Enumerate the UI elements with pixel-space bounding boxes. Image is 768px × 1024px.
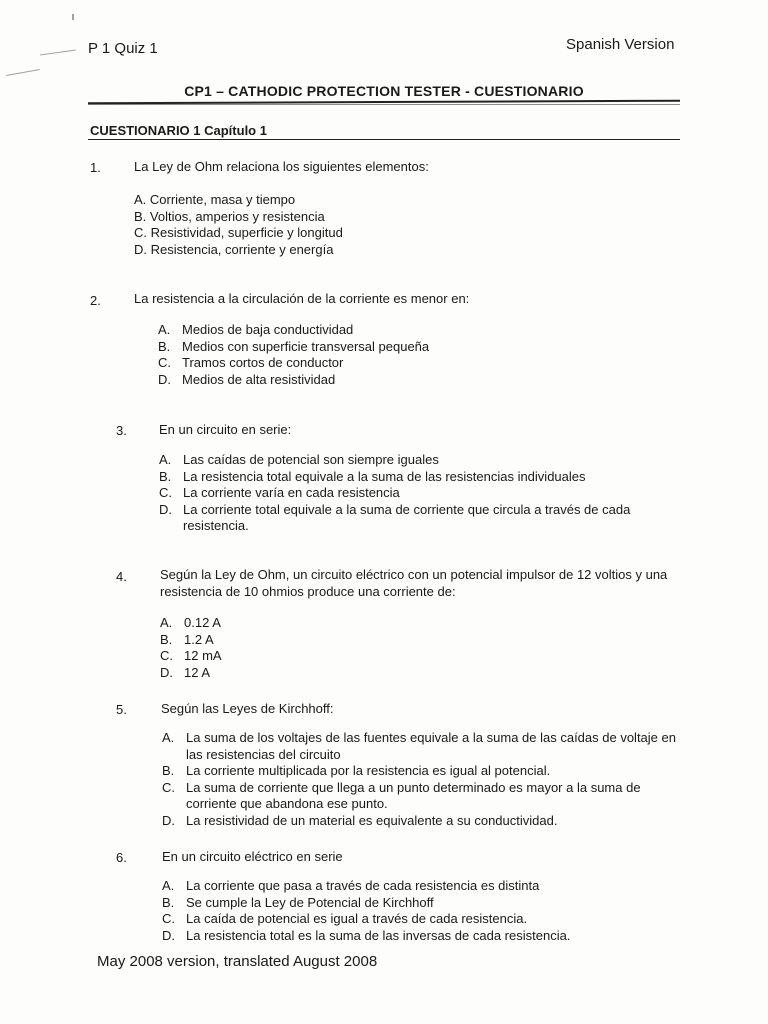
option-letter: B.: [160, 631, 173, 647]
option-letter: C.: [160, 648, 173, 663]
option-text: 12 A: [184, 664, 211, 680]
question-number: 6.: [116, 850, 127, 865]
question-text: La Ley de Ohm relaciona los siguientes elementos:: [134, 159, 429, 174]
option-text: La suma de los voltajes de las fuentes equivale a la suma de las caídas de voltaje en las resistencias del circuito: [186, 730, 676, 762]
option-text: La corriente que pasa a través de cada resistencia es distinta: [186, 878, 540, 893]
option-item: [158, 372, 658, 389]
question-options: [159, 452, 669, 535]
option-text: La caída de potencial es igual a través de cada resistencia.: [186, 911, 528, 926]
question-options: [162, 730, 682, 829]
option-letter: D.: [159, 501, 172, 517]
option-text: Medios con superficie transversal pequeña: [182, 338, 430, 354]
option-letter: B.: [159, 468, 172, 484]
option-text: La resistencia total es la suma de las inversas de cada resistencia.: [186, 927, 571, 943]
question-number: 4.: [116, 569, 127, 584]
option-item: [162, 813, 682, 830]
option-item: [162, 878, 682, 895]
option-item: [159, 485, 669, 502]
header-left: P 1 Quiz 1: [88, 40, 158, 57]
option-text: Se cumple la Ley de Potencial de Kirchhoff: [186, 894, 434, 910]
question-number: 2.: [90, 293, 101, 308]
option-item: C. Resistividad, superficie y longitud: [134, 225, 343, 240]
question-text: Según la Ley de Ohm, un circuito eléctrico con un potencial impulsor de 12 voltios y una resistencia de 10 ohmios produce una corriente de:: [160, 567, 668, 599]
option-text: Medios de alta resistividad: [182, 371, 336, 387]
option-item: [160, 632, 460, 649]
option-text: Las caídas de potencial son siempre iguales: [183, 452, 439, 467]
option-letter: C.: [162, 779, 175, 795]
option-letter: D.: [158, 371, 171, 387]
option-item: [159, 452, 669, 469]
option-text: La corriente multiplicada por la resistencia es igual al potencial.: [186, 763, 551, 778]
question-text: En un circuito en serie:: [159, 422, 292, 437]
option-text: 1.2 A: [184, 631, 214, 647]
option-text: La resistencia total equivale a la suma de las resistencias individuales: [183, 468, 586, 484]
option-text: La corriente total equivale a la suma de corriente que circula a través de cada resistencia.: [183, 501, 631, 533]
option-item: [160, 648, 460, 665]
option-item: [162, 911, 682, 928]
option-item: [160, 615, 460, 632]
option-text: La resistividad de un material es equivalente a su conductividad.: [186, 812, 558, 828]
question-options: [162, 878, 682, 944]
option-letter: A.: [159, 452, 172, 467]
option-letter: B.: [162, 763, 175, 778]
option-letter: A.: [162, 878, 175, 893]
option-item: B. Voltios, amperios y resistencia: [134, 208, 325, 224]
option-item: [159, 502, 669, 535]
option-text: Tramos cortos de conductor: [182, 355, 344, 370]
scan-mark: [72, 14, 74, 20]
section-rule: [88, 139, 680, 140]
question-options: [158, 322, 658, 388]
header-right: Spanish Version: [566, 36, 675, 53]
question-number: 5.: [116, 702, 127, 717]
option-text: La corriente varía en cada resistencia: [183, 485, 400, 500]
question-text: En un circuito eléctrico en serie: [162, 849, 343, 864]
option-letter: B.: [158, 338, 171, 354]
option-letter: C.: [162, 911, 175, 926]
question-options: [134, 192, 654, 258]
option-item: [158, 355, 658, 372]
option-letter: D.: [160, 664, 173, 680]
question-number: 1.: [90, 160, 101, 175]
option-letter: D.: [162, 812, 175, 828]
question-text: Según las Leyes de Kirchhoff:: [161, 701, 334, 716]
option-letter: A.: [162, 730, 175, 745]
option-letter: B.: [162, 894, 175, 910]
question-options: [160, 615, 460, 681]
section-heading: CUESTIONARIO 1 Capítulo 1: [90, 123, 267, 138]
option-item: [162, 895, 682, 912]
scan-mark: [6, 69, 40, 76]
option-text: 12 mA: [184, 648, 222, 663]
option-item: [158, 322, 658, 339]
option-text: 0.12 A: [184, 615, 221, 630]
question-text: La resistencia a la circulación de la corriente es menor en:: [134, 291, 470, 306]
option-letter: C.: [159, 485, 172, 500]
option-letter: D.: [162, 927, 175, 943]
option-item: [162, 730, 682, 763]
footer-version: May 2008 version, translated August 2008: [97, 953, 378, 970]
option-letter: A.: [160, 615, 173, 630]
scan-mark: [40, 49, 76, 55]
option-item: [159, 469, 669, 486]
option-item: A. Corriente, masa y tiempo: [134, 192, 296, 207]
option-letter: A.: [158, 322, 171, 337]
option-item: D. Resistencia, corriente y energía: [134, 241, 334, 257]
question-number: 3.: [116, 423, 127, 438]
page-title: CP1 – CATHODIC PROTECTION TESTER - CUESTIONARIO: [184, 83, 584, 99]
option-item: [158, 339, 658, 356]
option-text: Medios de baja conductividad: [182, 322, 354, 337]
option-item: [162, 780, 682, 813]
option-item: [162, 763, 682, 780]
title-rule-thin: [88, 104, 680, 105]
option-item: [162, 928, 682, 945]
option-item: [160, 665, 460, 682]
option-text: La suma de corriente que llega a un punto determinado es mayor a la suma de corriente que abandona ese punto.: [186, 779, 641, 811]
option-letter: C.: [158, 355, 171, 370]
